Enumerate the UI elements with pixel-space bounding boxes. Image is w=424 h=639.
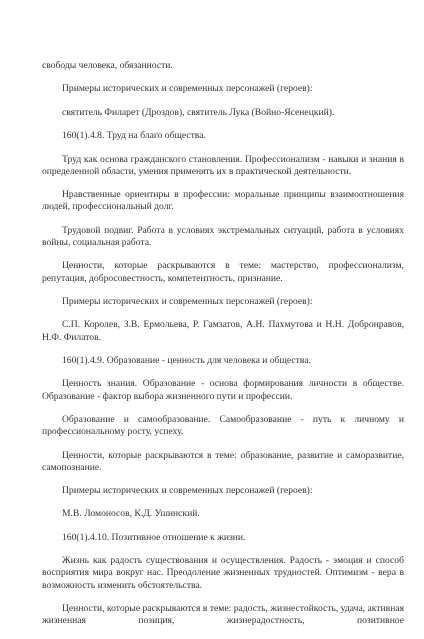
paragraph: Ценности, которые раскрываются в теме: радость, жизнестойкость, удача, активная жизненная позиция, жизнерадостность, позитивное [42,603,404,627]
paragraph: святитель Филарет (Дроздов), святитель Лука (Войно-Ясенецкий). [62,106,335,118]
paragraph: Образование и самообразование. Самообразование - путь к личному и профессиональному росту, успеху. [42,413,404,438]
paragraph: Примеры исторических и современных персонажей (героев): [62,295,313,307]
section-heading: 160(1).4.8. Труд на благо общества. [62,130,206,142]
paragraph: Трудовой подвиг. Работа в условиях экстремальных ситуаций, работа в условиях войны, социальная работа. [42,224,404,248]
section-heading: 160(1).4.10. Позитивное отношение к жизни. [62,531,246,543]
paragraph: Ценности, которые раскрываются в теме: мастерство, профессионализм, репутация, добросовестность, компетентность, признание. [42,260,404,284]
paragraph: М.В. Ломоносов, К.Д. Ушинский. [62,508,200,520]
section-heading: 160(1).4.9. Образование - ценность для человека и общества. [62,354,311,366]
document-page [42,60,404,639]
paragraph: Труд как основа гражданского становления. Профессионализм - навыки и знания в определенной области, умения применять их в практической деятельности. [42,153,404,177]
paragraph: Примеры исторических и современных персонажей (героев): [62,83,313,95]
paragraph: Ценность знания. Образование - основа формирования личности в обществе. Образование - фактор выбора жизненного пути и профессии. [42,378,404,402]
paragraph: Ценности, которые раскрываются в теме: образование, развитие и саморазвитие, самопознание. [42,449,404,473]
paragraph: Нравственные ориентиры в профессии: моральные принципы взаимоотношения людей, профессиональный долг. [42,189,404,213]
paragraph: С.П. Королев, З.В. Ермольева, Р. Гамзатов, А.Н. Пахмутова и Н.Н. Добронравов, Н.Ф. Филатов. [42,319,404,343]
paragraph: Жизнь как радость существования и осуществления. Радость - эмоция и способ восприятия мира вокруг нас. Преодоление жизненных трудностей. Оптимизм - вера в возможность изменить обстоятельства. [42,555,404,591]
paragraph: свободы человека, обязанности. [42,60,173,71]
paragraph: Примеры исторических и современных персонажей (героев): [62,485,313,497]
